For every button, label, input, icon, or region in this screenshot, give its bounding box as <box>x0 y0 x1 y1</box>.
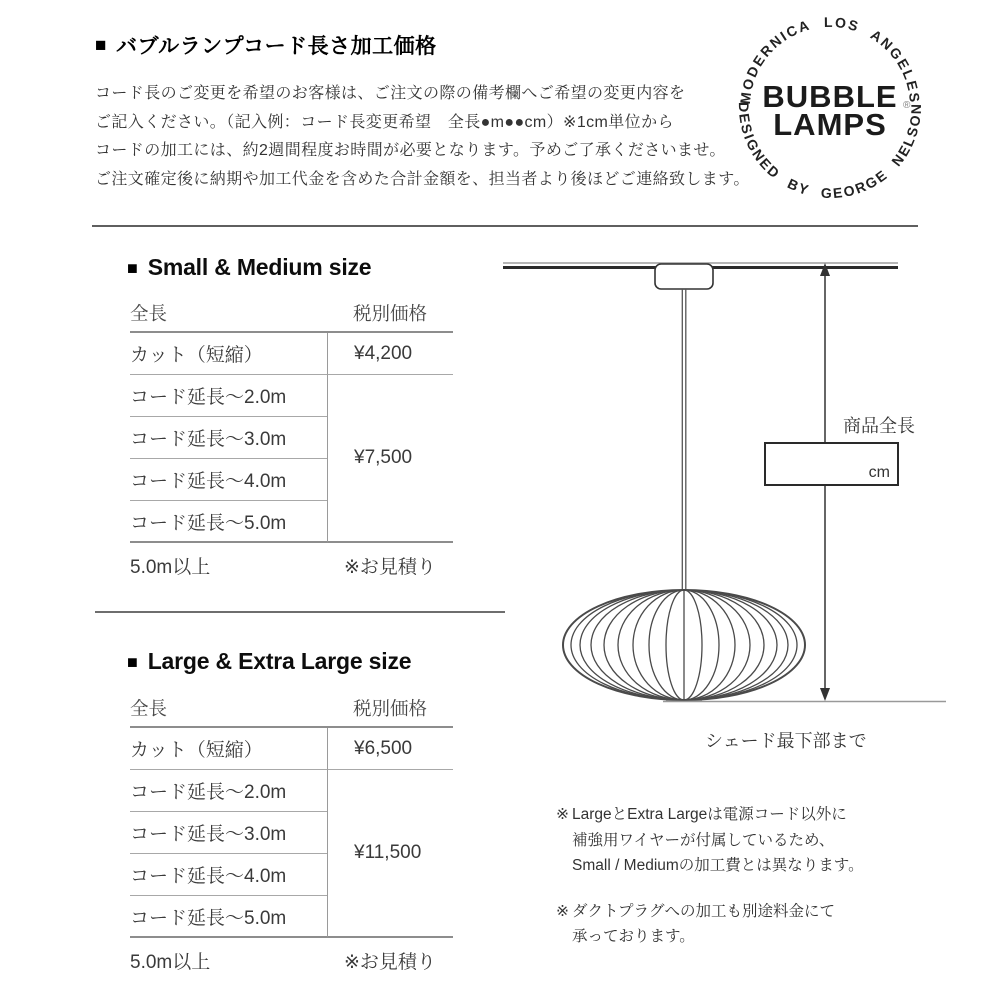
logo-name-line1: BUBBLE <box>762 79 898 114</box>
table-row-label: コード延長～5.0m <box>130 896 327 938</box>
logo-svg <box>730 7 930 207</box>
intro-line: ご記入ください。（記入例：コード長変更希望 全長●m●●cm）※1cm単位から <box>95 113 674 131</box>
note-line: Small / Mediumの加工費とは異なります。 <box>572 857 864 874</box>
registered-trademark-icon: ® <box>903 100 911 111</box>
table-row-label: コード延長～4.0m <box>130 459 327 501</box>
section-title-small-medium <box>127 254 371 281</box>
table-row-label: 5.0m以上 <box>130 556 211 578</box>
page-title <box>95 30 437 60</box>
table-row-price: ※お見積り <box>344 556 436 578</box>
top-divider <box>92 225 918 227</box>
black-square-icon: ■ <box>95 34 107 56</box>
table-row-label: コード延長～2.0m <box>130 375 327 417</box>
table-row-label: コード延長～3.0m <box>130 417 327 459</box>
diagram-svg <box>500 250 960 760</box>
table-merged-price: ¥7,500 <box>327 375 453 543</box>
unit-label: cm <box>868 464 890 481</box>
table-row-label: カット（短縮） <box>130 333 327 375</box>
black-square-icon: ■ <box>127 651 138 672</box>
table-row-price: ¥6,500 <box>327 728 453 770</box>
ceiling-canopy <box>655 264 713 289</box>
note-line: 補強用ワイヤーが付属しているため、 <box>572 831 835 849</box>
note-mark: ※ <box>556 902 569 920</box>
note-body <box>572 899 835 950</box>
logo-arc-top: MODERNICA LOS ANGELES <box>736 13 924 105</box>
black-square-icon: ■ <box>127 257 138 278</box>
table-row-label: コード延長～2.0m <box>130 770 327 812</box>
arrow-down-icon <box>820 688 830 701</box>
note-duct-plug <box>556 899 966 950</box>
note-mark: ※ <box>556 806 569 823</box>
table-row-price: ¥4,200 <box>327 333 453 375</box>
section-title-text: Small & Medium size <box>147 254 372 280</box>
table-row-label: コード延長～5.0m <box>130 501 327 543</box>
intro-line: コードの加工には、約2週間程度お時間が必要となります。予めご了承くださいませ。 <box>95 142 726 159</box>
section-title-large-xlarge <box>127 648 411 675</box>
middle-divider <box>95 611 505 613</box>
note-line: LargeとExtra Largeは電源コード以外に <box>572 806 847 823</box>
small-medium-price-table <box>130 295 453 587</box>
intro-text <box>95 80 775 194</box>
section-title-text: Large & Extra Large size <box>147 648 412 674</box>
arrow-up-icon <box>820 263 830 276</box>
column-header-length: 全長 <box>130 295 327 333</box>
table-row-price: ※お見積り <box>344 951 436 973</box>
large-xlarge-price-table <box>130 690 453 982</box>
footnotes <box>556 802 966 970</box>
saucer-lamp-shade <box>563 590 805 700</box>
note-body <box>572 802 864 879</box>
note-line: 承っております。 <box>572 928 695 945</box>
lamp-length-diagram <box>500 250 960 760</box>
shade-bottom-label: シェード最下部まで <box>705 731 867 751</box>
logo-arc-bottom: DESIGNED BY GEORGE NELSON <box>735 101 925 202</box>
table-merged-price: ¥11,500 <box>327 770 453 938</box>
table-row-label: コード延長～3.0m <box>130 812 327 854</box>
total-length-label: 商品全長 <box>843 416 915 436</box>
note-large-xlarge <box>556 802 966 879</box>
table-row-label: 5.0m以上 <box>130 951 211 973</box>
column-header-length: 全長 <box>130 690 327 728</box>
intro-line: コード長のご変更を希望のお客様は、ご注文の際の備考欄へご希望の変更内容を <box>95 85 686 102</box>
page-title-text: バブルランプコード長さ加工価格 <box>115 35 437 58</box>
note-line: ダクトプラグへの加工も別途料金にて <box>572 902 836 920</box>
table-row-label: カット（短縮） <box>130 728 327 770</box>
logo-name-line2: LAMPS <box>773 107 887 142</box>
column-header-price: 税別価格 <box>327 690 453 728</box>
intro-line: ご注文確定後に納期や加工代金を含めた合計金額を、担当者より後ほどご連絡致します。 <box>95 170 750 188</box>
table-row-label: コード延長～4.0m <box>130 854 327 896</box>
column-header-price: 税別価格 <box>327 295 453 333</box>
bubble-lamps-logo <box>730 7 930 207</box>
